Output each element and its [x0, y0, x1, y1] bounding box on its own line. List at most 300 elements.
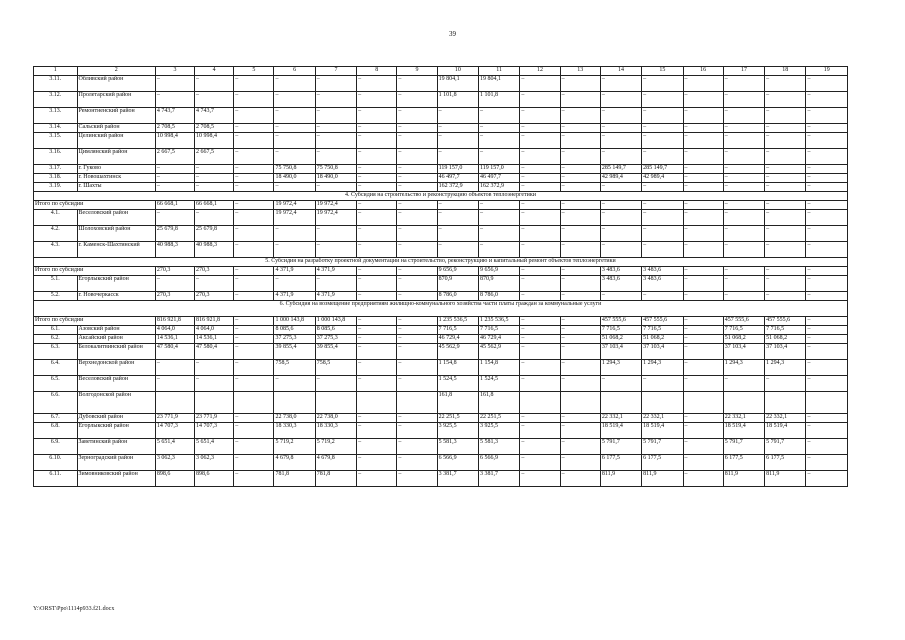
- total-row: [34, 267, 848, 276]
- value-cell: –: [397, 317, 437, 326]
- row-number: 3.12.: [34, 92, 78, 108]
- value-cell: –: [520, 76, 560, 92]
- value-cell: [357, 392, 397, 414]
- value-cell: –: [478, 108, 519, 124]
- value-cell: –: [195, 174, 234, 183]
- value-cell: –: [806, 414, 848, 423]
- table-row: [34, 326, 848, 335]
- table-row: [34, 210, 848, 226]
- value-cell: 19 972,4: [315, 201, 356, 210]
- value-cell: 37 275,3: [274, 335, 315, 344]
- value-cell: –: [642, 226, 683, 242]
- row-number: 6.5.: [34, 376, 78, 392]
- value-cell: –: [683, 92, 723, 108]
- table-row: [34, 242, 848, 258]
- value-cell: –: [806, 292, 848, 301]
- value-cell: –: [274, 76, 315, 92]
- value-cell: 25 679,8: [195, 226, 234, 242]
- value-cell: –: [642, 92, 683, 108]
- column-header: 13: [560, 67, 600, 76]
- value-cell: –: [437, 133, 478, 149]
- value-cell: –: [397, 108, 437, 124]
- value-cell: –: [155, 276, 194, 292]
- row-number: 5.2.: [34, 292, 78, 301]
- value-cell: –: [806, 92, 848, 108]
- value-cell: –: [642, 201, 683, 210]
- value-cell: –: [357, 455, 397, 471]
- value-cell: –: [397, 92, 437, 108]
- column-header: 2: [77, 67, 155, 76]
- value-cell: 5 791,7: [765, 439, 806, 455]
- value-cell: 270,3: [195, 267, 234, 276]
- value-cell: –: [600, 242, 641, 258]
- value-cell: –: [195, 76, 234, 92]
- value-cell: –: [397, 267, 437, 276]
- value-cell: 811,9: [600, 471, 641, 487]
- subsidy-table: [33, 66, 848, 487]
- value-cell: –: [806, 423, 848, 439]
- district-name: Волгодонской район: [77, 392, 155, 414]
- row-number: 4.2.: [34, 226, 78, 242]
- value-cell: 7 716,5: [437, 326, 478, 335]
- value-cell: 39 855,4: [274, 344, 315, 360]
- value-cell: 3 483,6: [642, 276, 683, 292]
- value-cell: –: [397, 414, 437, 423]
- value-cell: –: [683, 183, 723, 192]
- value-cell: 161,8: [437, 392, 478, 414]
- value-cell: –: [478, 133, 519, 149]
- column-header: 8: [357, 67, 397, 76]
- value-cell: [315, 392, 356, 414]
- value-cell: 18 519,4: [723, 423, 764, 439]
- table-row: [34, 360, 848, 376]
- value-cell: –: [397, 360, 437, 376]
- district-name: Цимлянский район: [77, 149, 155, 165]
- value-cell: –: [683, 376, 723, 392]
- value-cell: 18 519,4: [765, 423, 806, 439]
- value-cell: –: [397, 174, 437, 183]
- value-cell: –: [520, 108, 560, 124]
- value-cell: –: [195, 210, 234, 226]
- value-cell: 47 580,4: [155, 344, 194, 360]
- value-cell: 39 855,4: [315, 344, 356, 360]
- value-cell: –: [806, 226, 848, 242]
- value-cell: 23 771,9: [155, 414, 194, 423]
- value-cell: 9 656,9: [437, 267, 478, 276]
- value-cell: –: [642, 376, 683, 392]
- value-cell: –: [806, 335, 848, 344]
- value-cell: –: [234, 149, 274, 165]
- value-cell: –: [600, 92, 641, 108]
- table-row: [34, 183, 848, 192]
- value-cell: [765, 392, 806, 414]
- value-cell: 18 330,3: [315, 423, 356, 439]
- value-cell: –: [560, 335, 600, 344]
- district-name: Сальский район: [77, 124, 155, 133]
- value-cell: –: [560, 165, 600, 174]
- value-cell: –: [478, 149, 519, 165]
- value-cell: 46 497,7: [478, 174, 519, 183]
- value-cell: –: [683, 226, 723, 242]
- row-number: 6.3.: [34, 344, 78, 360]
- value-cell: –: [560, 183, 600, 192]
- value-cell: –: [683, 108, 723, 124]
- value-cell: –: [683, 165, 723, 174]
- column-header: 15: [642, 67, 683, 76]
- value-cell: –: [806, 439, 848, 455]
- value-cell: –: [397, 165, 437, 174]
- value-cell: –: [560, 376, 600, 392]
- row-number: 3.14.: [34, 124, 78, 133]
- value-cell: –: [234, 133, 274, 149]
- value-cell: 1 294,3: [723, 360, 764, 376]
- value-cell: 898,6: [195, 471, 234, 487]
- table-row: [34, 292, 848, 301]
- value-cell: 816 921,8: [195, 317, 234, 326]
- value-cell: –: [234, 210, 274, 226]
- value-cell: –: [478, 124, 519, 133]
- value-cell: 6 177,5: [642, 455, 683, 471]
- value-cell: –: [520, 414, 560, 423]
- value-cell: –: [560, 201, 600, 210]
- value-cell: 3 925,5: [478, 423, 519, 439]
- value-cell: –: [357, 335, 397, 344]
- value-cell: –: [765, 201, 806, 210]
- value-cell: 14 707,3: [155, 423, 194, 439]
- value-cell: –: [234, 376, 274, 392]
- value-cell: –: [478, 242, 519, 258]
- value-cell: 37 103,4: [723, 344, 764, 360]
- value-cell: –: [806, 326, 848, 335]
- total-row: [34, 317, 848, 326]
- value-cell: [806, 392, 848, 414]
- value-cell: –: [195, 165, 234, 174]
- row-number: 3.11.: [34, 76, 78, 92]
- value-cell: –: [397, 455, 437, 471]
- value-cell: –: [723, 267, 764, 276]
- value-cell: 870,9: [478, 276, 519, 292]
- value-cell: –: [765, 165, 806, 174]
- value-cell: –: [234, 267, 274, 276]
- value-cell: –: [274, 376, 315, 392]
- value-cell: –: [234, 439, 274, 455]
- value-cell: –: [683, 471, 723, 487]
- value-cell: –: [357, 149, 397, 165]
- value-cell: –: [397, 201, 437, 210]
- value-cell: –: [520, 439, 560, 455]
- value-cell: 5 791,7: [723, 439, 764, 455]
- value-cell: 9 656,9: [478, 267, 519, 276]
- value-cell: 6 177,5: [723, 455, 764, 471]
- value-cell: 162 372,9: [478, 183, 519, 192]
- district-name: Белокалитвинский район: [77, 344, 155, 360]
- value-cell: –: [683, 317, 723, 326]
- value-cell: –: [560, 455, 600, 471]
- value-cell: –: [806, 376, 848, 392]
- value-cell: –: [155, 174, 194, 183]
- value-cell: –: [520, 276, 560, 292]
- value-cell: 19 972,4: [274, 210, 315, 226]
- value-cell: –: [723, 276, 764, 292]
- value-cell: –: [234, 242, 274, 258]
- value-cell: 1 524,5: [437, 376, 478, 392]
- value-cell: –: [520, 317, 560, 326]
- value-cell: [600, 392, 641, 414]
- value-cell: –: [560, 242, 600, 258]
- value-cell: –: [234, 292, 274, 301]
- value-cell: –: [806, 471, 848, 487]
- value-cell: 37 103,4: [765, 344, 806, 360]
- value-cell: –: [765, 133, 806, 149]
- value-cell: –: [520, 335, 560, 344]
- row-number: 6.10.: [34, 455, 78, 471]
- value-cell: 1 294,3: [642, 360, 683, 376]
- value-cell: –: [560, 92, 600, 108]
- table-row: [34, 174, 848, 183]
- value-cell: –: [683, 344, 723, 360]
- value-cell: 51 068,2: [600, 335, 641, 344]
- value-cell: –: [315, 124, 356, 133]
- table-row: [34, 414, 848, 423]
- value-cell: –: [765, 292, 806, 301]
- table-row: [34, 76, 848, 92]
- value-cell: 45 562,9: [437, 344, 478, 360]
- value-cell: –: [806, 174, 848, 183]
- value-cell: –: [520, 242, 560, 258]
- value-cell: –: [765, 149, 806, 165]
- value-cell: 46 497,7: [437, 174, 478, 183]
- value-cell: –: [315, 242, 356, 258]
- total-row: [34, 201, 848, 210]
- value-cell: 14 536,1: [155, 335, 194, 344]
- district-name: г. Новочеркасск: [77, 292, 155, 301]
- total-label: Итого по субсидии: [34, 267, 156, 276]
- table-row: [34, 455, 848, 471]
- value-cell: –: [234, 326, 274, 335]
- value-cell: –: [560, 210, 600, 226]
- district-name: Зимовниковский район: [77, 471, 155, 487]
- value-cell: –: [274, 242, 315, 258]
- value-cell: –: [520, 183, 560, 192]
- value-cell: –: [437, 108, 478, 124]
- value-cell: –: [806, 210, 848, 226]
- value-cell: –: [560, 226, 600, 242]
- value-cell: 1 235 536,5: [478, 317, 519, 326]
- value-cell: 75 750,8: [274, 165, 315, 174]
- section-title: 4. Субсидия на строительство и реконструкцию объектов теплоэнергетики: [34, 192, 848, 201]
- value-cell: –: [520, 210, 560, 226]
- value-cell: –: [765, 183, 806, 192]
- value-cell: –: [683, 276, 723, 292]
- value-cell: 270,3: [195, 292, 234, 301]
- row-number: 6.9.: [34, 439, 78, 455]
- row-number: 3.13.: [34, 108, 78, 124]
- value-cell: –: [520, 165, 560, 174]
- value-cell: –: [315, 276, 356, 292]
- value-cell: 4 371,9: [315, 267, 356, 276]
- row-number: 6.6.: [34, 392, 78, 414]
- value-cell: –: [765, 267, 806, 276]
- value-cell: –: [806, 133, 848, 149]
- value-cell: –: [357, 174, 397, 183]
- value-cell: –: [357, 276, 397, 292]
- value-cell: 8 786,0: [437, 292, 478, 301]
- value-cell: –: [234, 108, 274, 124]
- district-name: Егорлыкский район: [77, 276, 155, 292]
- value-cell: 42 989,4: [642, 174, 683, 183]
- value-cell: 66 668,1: [155, 201, 194, 210]
- value-cell: –: [437, 226, 478, 242]
- value-cell: –: [520, 455, 560, 471]
- column-header: 4: [195, 67, 234, 76]
- value-cell: 22 332,1: [642, 414, 683, 423]
- value-cell: –: [357, 292, 397, 301]
- value-cell: 758,5: [274, 360, 315, 376]
- value-cell: 781,8: [274, 471, 315, 487]
- value-cell: –: [683, 201, 723, 210]
- row-number: 5.1.: [34, 276, 78, 292]
- district-name: Обливский район: [77, 76, 155, 92]
- value-cell: [195, 392, 234, 414]
- value-cell: 40 988,3: [155, 242, 194, 258]
- value-cell: 457 555,6: [600, 317, 641, 326]
- value-cell: 898,6: [155, 471, 194, 487]
- value-cell: –: [315, 92, 356, 108]
- value-cell: 811,9: [642, 471, 683, 487]
- value-cell: –: [195, 360, 234, 376]
- value-cell: 22 332,1: [723, 414, 764, 423]
- section-title-row: [34, 301, 848, 317]
- value-cell: 1 000 143,8: [274, 317, 315, 326]
- value-cell: [683, 392, 723, 414]
- column-header: 5: [234, 67, 274, 76]
- value-cell: –: [155, 92, 194, 108]
- value-cell: –: [234, 124, 274, 133]
- value-cell: 2 667,5: [195, 149, 234, 165]
- value-cell: 14 707,3: [195, 423, 234, 439]
- value-cell: 10 998,4: [195, 133, 234, 149]
- value-cell: –: [723, 124, 764, 133]
- district-name: Верхнедонской район: [77, 360, 155, 376]
- value-cell: –: [560, 276, 600, 292]
- value-cell: –: [397, 133, 437, 149]
- value-cell: 75 750,8: [315, 165, 356, 174]
- value-cell: 5 719,2: [274, 439, 315, 455]
- value-cell: –: [437, 242, 478, 258]
- value-cell: –: [478, 226, 519, 242]
- file-path-footer: Y:\ORST\Ppo\1114p933.f21.docx: [33, 606, 115, 612]
- value-cell: –: [234, 335, 274, 344]
- value-cell: –: [437, 124, 478, 133]
- value-cell: –: [765, 376, 806, 392]
- value-cell: –: [315, 133, 356, 149]
- value-cell: –: [357, 326, 397, 335]
- value-cell: –: [234, 174, 274, 183]
- value-cell: –: [234, 344, 274, 360]
- value-cell: –: [560, 124, 600, 133]
- value-cell: 5 651,4: [155, 439, 194, 455]
- district-name: Ремонтненский район: [77, 108, 155, 124]
- value-cell: –: [765, 276, 806, 292]
- table-row: [34, 423, 848, 439]
- value-cell: –: [806, 267, 848, 276]
- row-number: 4.1.: [34, 210, 78, 226]
- value-cell: 270,3: [155, 267, 194, 276]
- value-cell: –: [683, 124, 723, 133]
- value-cell: –: [234, 183, 274, 192]
- table-row: [34, 124, 848, 133]
- table-row: [34, 471, 848, 487]
- value-cell: –: [357, 183, 397, 192]
- value-cell: –: [520, 292, 560, 301]
- value-cell: –: [560, 133, 600, 149]
- row-number: 4.3.: [34, 242, 78, 258]
- value-cell: –: [155, 165, 194, 174]
- value-cell: –: [642, 133, 683, 149]
- value-cell: –: [560, 108, 600, 124]
- value-cell: –: [234, 76, 274, 92]
- value-cell: –: [274, 92, 315, 108]
- value-cell: 4 371,9: [315, 292, 356, 301]
- value-cell: –: [357, 267, 397, 276]
- value-cell: 816 921,8: [155, 317, 194, 326]
- column-header: 6: [274, 67, 315, 76]
- value-cell: 66 668,1: [195, 201, 234, 210]
- value-cell: –: [437, 149, 478, 165]
- value-cell: 22 738,0: [274, 414, 315, 423]
- value-cell: –: [560, 344, 600, 360]
- value-cell: 811,9: [723, 471, 764, 487]
- value-cell: –: [357, 471, 397, 487]
- value-cell: 19 804,1: [478, 76, 519, 92]
- value-cell: –: [765, 210, 806, 226]
- row-number: 3.19.: [34, 183, 78, 192]
- value-cell: 14 536,1: [195, 335, 234, 344]
- column-header: 14: [600, 67, 641, 76]
- value-cell: –: [642, 242, 683, 258]
- value-cell: 4 371,9: [274, 267, 315, 276]
- value-cell: –: [315, 108, 356, 124]
- value-cell: –: [357, 423, 397, 439]
- value-cell: –: [765, 226, 806, 242]
- value-cell: –: [560, 317, 600, 326]
- value-cell: [520, 392, 560, 414]
- value-cell: –: [600, 133, 641, 149]
- value-cell: –: [155, 183, 194, 192]
- value-cell: –: [195, 92, 234, 108]
- row-number: 6.8.: [34, 423, 78, 439]
- value-cell: 18 519,4: [600, 423, 641, 439]
- value-cell: –: [234, 414, 274, 423]
- value-cell: 18 519,4: [642, 423, 683, 439]
- value-cell: –: [520, 376, 560, 392]
- value-cell: –: [806, 124, 848, 133]
- value-cell: 8 085,6: [315, 326, 356, 335]
- value-cell: –: [520, 471, 560, 487]
- value-cell: –: [397, 423, 437, 439]
- value-cell: 3 483,6: [642, 267, 683, 276]
- table-row: [34, 335, 848, 344]
- table-row: [34, 108, 848, 124]
- value-cell: –: [274, 108, 315, 124]
- value-cell: –: [315, 183, 356, 192]
- value-cell: –: [397, 183, 437, 192]
- section-title: 6. Субсидия на возмещение предприятиям жилищно-коммунального хозяйства части платы граждан за коммунальные услуги: [34, 301, 848, 317]
- value-cell: –: [357, 242, 397, 258]
- value-cell: –: [683, 423, 723, 439]
- header-row: [34, 67, 848, 76]
- value-cell: –: [642, 210, 683, 226]
